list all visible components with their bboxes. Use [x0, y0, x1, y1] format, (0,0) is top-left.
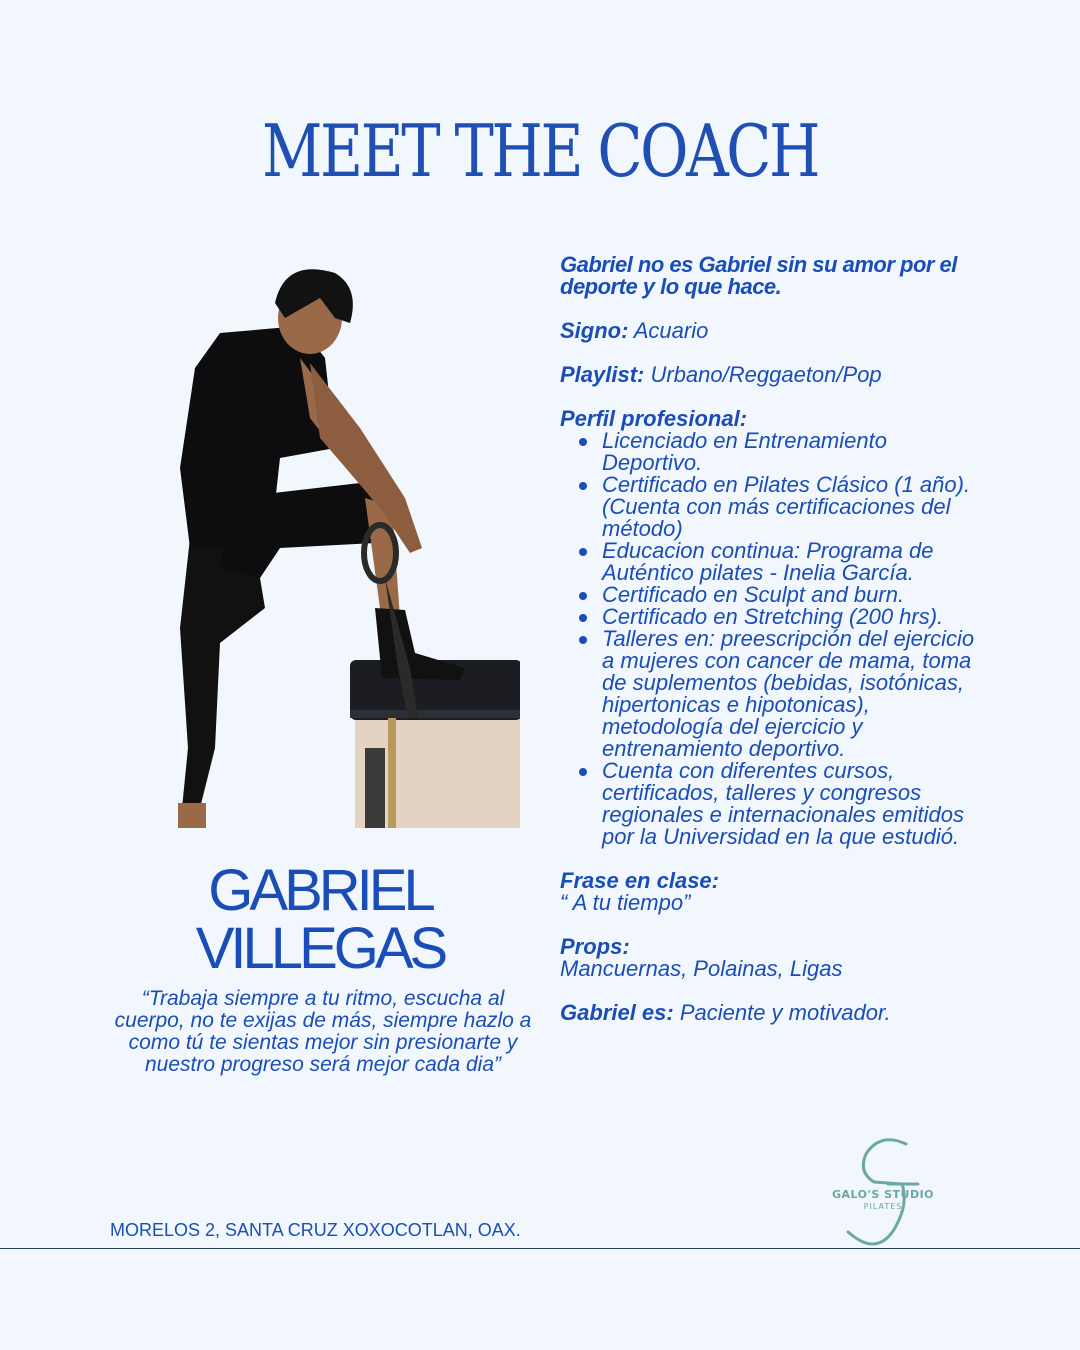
coach-first-name: GABRIEL: [208, 858, 432, 923]
perfil-label: Perfil profesional:: [560, 406, 748, 431]
coach-info: [560, 254, 980, 1046]
logo-line1: GALO'S STUDIO: [831, 1188, 935, 1201]
list-item: Talleres en: preescripción del ejercicio a mujeres con cancer de mama, toma de suplementos (bebidas, isotónicas, hipertonicas e hipotonicas), metodología del ejercicio y entrenamiento deportivo.: [602, 628, 980, 760]
intro-text: Gabriel no es Gabriel sin su amor por el deporte y lo que hace.: [560, 252, 957, 299]
gabriel-es-row: [560, 1002, 980, 1024]
page-title: MEET THE COACH: [262, 109, 818, 193]
playlist-row: [560, 364, 980, 386]
playlist-value: Urbano/Reggaeton/Pop: [644, 362, 882, 387]
props-value: Mancuernas, Polainas, Ligas: [560, 956, 843, 981]
list-item: Certificado en Stretching (200 hrs).: [602, 606, 980, 628]
frase-block: [560, 870, 980, 914]
list-item: Educacion continua: Programa de Auténtico pilates - Inelia García.: [602, 540, 980, 584]
signo-value: Acuario: [628, 318, 709, 343]
frase-label: Frase en clase:: [560, 868, 719, 893]
coach-quote: “Trabaja siempre a tu ritmo, escucha al cuerpo, no te exijas de más, siempre hazlo a como tú te sientas mejor sin presionarte y nuestro progreso será mejor cada dia”: [114, 987, 532, 1076]
studio-logo-text: [818, 1188, 948, 1211]
signo-label: Signo:: [560, 318, 629, 343]
list-item: Cuenta con diferentes cursos, certificados, talleres y congresos regionales e internacionales emitidos por la Universidad en la que estudió.: [602, 760, 980, 848]
list-item: Certificado en Pilates Clásico (1 año). (Cuenta con más certificaciones del método): [602, 474, 980, 540]
coach-name: [140, 858, 500, 981]
list-item: Licenciado en Entrenamiento Deportivo.: [602, 430, 980, 474]
perfil-list: [560, 430, 980, 848]
props-block: [560, 936, 980, 980]
gabriel-es-value: Paciente y motivador.: [673, 1000, 891, 1025]
logo-line2: PILATES: [863, 1202, 903, 1211]
list-item: Certificado en Sculpt and burn.: [602, 584, 980, 606]
footer-address: MORELOS 2, SANTA CRUZ XOXOCOTLAN, OAX.: [110, 1220, 521, 1240]
coach-last-name: VILLEGAS: [195, 916, 445, 981]
playlist-label: Playlist:: [560, 362, 645, 387]
footer-divider: [0, 1248, 1080, 1249]
signo-row: [560, 320, 980, 342]
frase-value: “ A tu tiempo”: [560, 890, 691, 915]
coach-photo: [160, 248, 520, 828]
props-label: Props:: [560, 934, 630, 959]
gabriel-es-label: Gabriel es:: [560, 1000, 674, 1025]
